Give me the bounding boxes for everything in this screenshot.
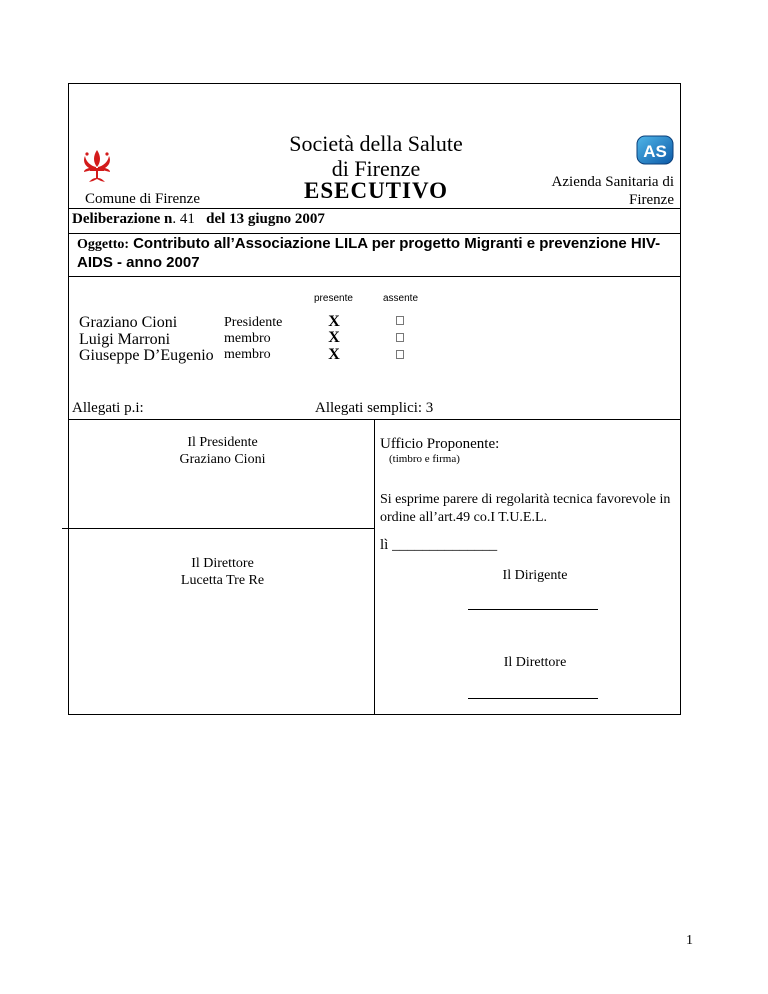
deliberation-label: Deliberazione n xyxy=(72,211,173,227)
direttore2-label: Il Direttore xyxy=(503,655,567,670)
parere-text: Si esprime parere di regolarità tecnica favorevole in ordine all’art.49 co.I T.U.E.L. xyxy=(380,492,671,525)
absent-checkbox[interactable] xyxy=(396,333,404,342)
dirigente-signature-line[interactable] xyxy=(468,609,598,610)
divider xyxy=(68,233,681,234)
subject-block xyxy=(77,235,667,272)
presidente-title: Il Presidente xyxy=(187,435,258,450)
title-line-2: di Firenze xyxy=(331,156,421,181)
member-role: membro xyxy=(224,347,271,362)
divider xyxy=(68,276,681,277)
subject-label: Oggetto: xyxy=(77,237,130,252)
column-divider xyxy=(374,419,375,715)
timbro-label: (timbro e firma) xyxy=(389,453,460,465)
direttore-block xyxy=(150,555,295,589)
present-column-header: presente xyxy=(314,293,353,304)
azienda-label: Azienda Sanitaria di Firenze xyxy=(551,174,674,208)
member-name: Luigi Marroni xyxy=(79,331,171,348)
present-mark: X xyxy=(328,346,340,363)
member-name: Giuseppe D’Eugenio xyxy=(79,347,214,364)
allegati-pi: Allegati p.i: xyxy=(72,400,144,416)
deliberation-line xyxy=(72,211,325,228)
member-role: Presidente xyxy=(224,315,283,330)
member-role: membro xyxy=(224,331,271,346)
deliberation-number: . 41 xyxy=(172,211,195,227)
absent-checkbox[interactable] xyxy=(396,316,404,325)
absent-column-header: assente xyxy=(383,293,419,304)
divider xyxy=(68,208,681,209)
allegati-semplici: Allegati semplici: 3 xyxy=(315,400,434,416)
member-name: Graziano Cioni xyxy=(79,314,178,331)
page-number: 1 xyxy=(686,933,693,948)
subject-text: Contributo all’Associazione LILA per progetto Migranti e prevenzione HIV-AIDS - anno 2007 xyxy=(77,235,661,271)
comune-label: Comune di Firenze xyxy=(85,191,200,207)
absent-checkbox[interactable] xyxy=(396,350,404,359)
title-line-1: Società della Salute xyxy=(289,131,463,156)
present-mark: X xyxy=(328,329,340,346)
direttore-signature-line[interactable] xyxy=(468,698,598,699)
direttore-name: Lucetta Tre Re xyxy=(180,573,265,588)
florence-lily-icon xyxy=(81,148,113,184)
deliberation-date: del 13 giugno 2007 xyxy=(206,211,325,227)
ufficio-label: Ufficio Proponente: xyxy=(380,436,500,452)
asl-logo-icon xyxy=(636,135,674,165)
direttore-title: Il Direttore xyxy=(191,556,254,571)
divider xyxy=(62,528,374,529)
presidente-name: Graziano Cioni xyxy=(179,452,266,467)
executive-heading: ESECUTIVO xyxy=(303,178,449,203)
present-mark: X xyxy=(328,313,340,330)
asl-logo-text: AS xyxy=(643,142,667,161)
presidente-block xyxy=(150,434,295,468)
li-date-line: lì ______________ xyxy=(380,537,498,553)
dirigente-label: Il Dirigente xyxy=(502,568,568,583)
